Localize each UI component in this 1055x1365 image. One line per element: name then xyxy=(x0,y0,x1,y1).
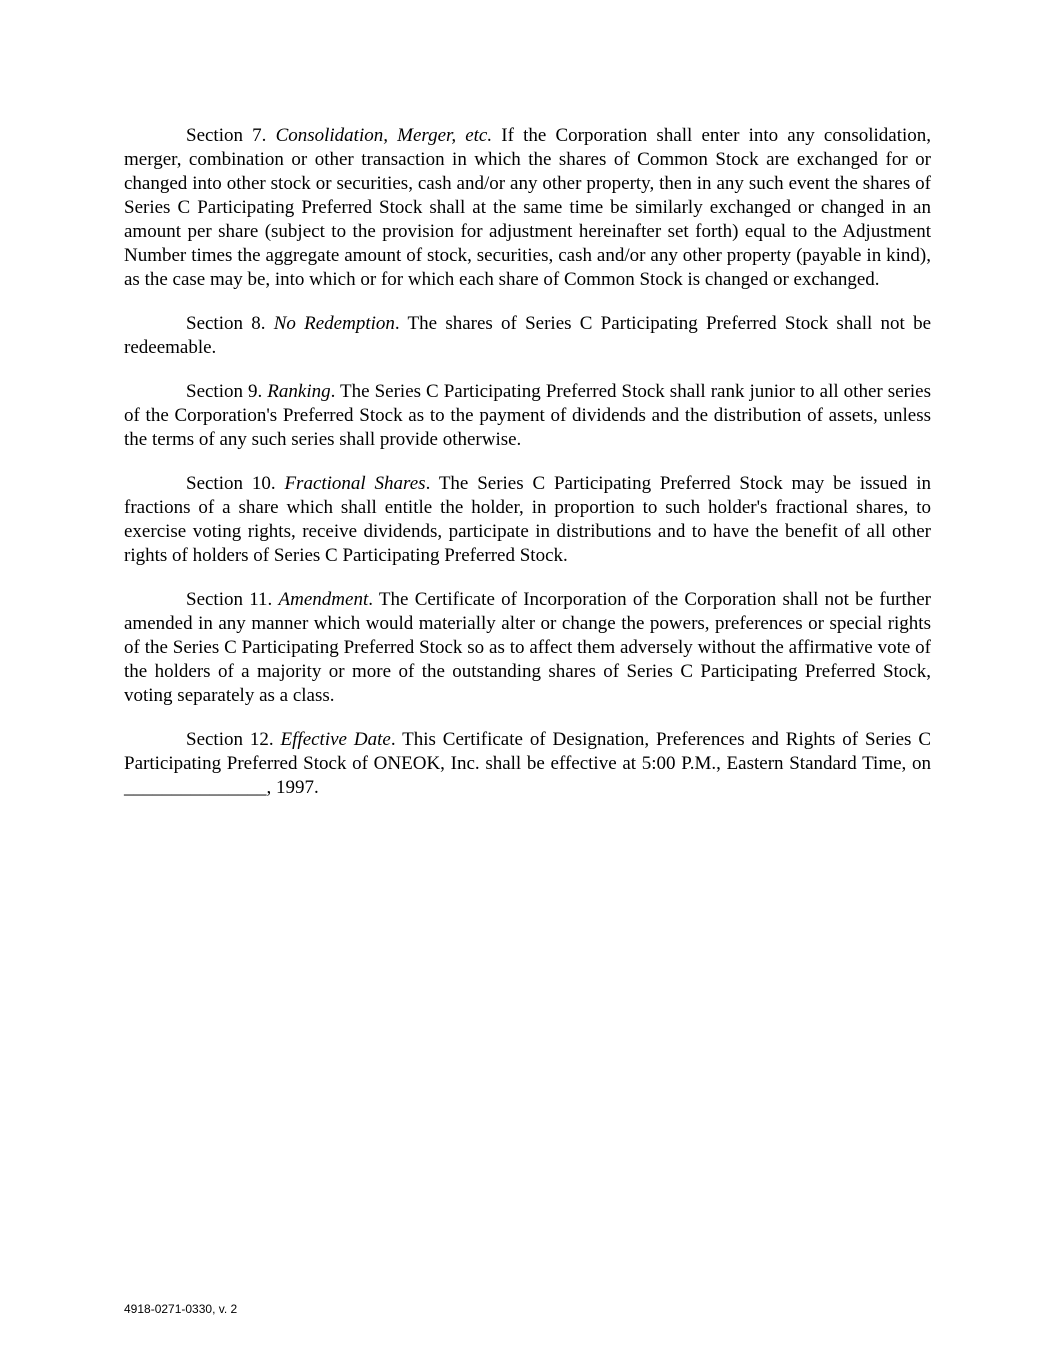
section-11 xyxy=(124,588,931,708)
section-9-text: . The Series C Participating Preferred Stock shall rank junior to all other series of the Corporation's Preferred Stock as to the payment of dividends and the distribution of assets, unless the terms of any such series shall provide otherwise. xyxy=(124,381,931,450)
section-10 xyxy=(124,472,931,568)
section-7-text: If the Corporation shall enter into any consolidation, merger, combination or other transaction in which the shares of Common Stock are exchanged for or changed into other stock or securities, cash and/or any other property, then in any such event the shares of Series C Participating Preferred Stock shall at the same time be similarly exchanged or changed in an amount per share (subject to the provision for adjustment hereinafter set forth) equal to the Adjustment Number times the aggregate amount of stock, securities, cash and/or any other property (payable in kind), as the case may be, into which or for which each share of Common Stock is changed or exchanged. xyxy=(124,125,932,290)
section-9-title: Ranking xyxy=(267,381,331,402)
section-7 xyxy=(124,124,931,292)
section-12 xyxy=(124,728,931,800)
section-10-number: Section 10. xyxy=(186,473,276,494)
section-10-title: Fractional Shares xyxy=(284,473,426,494)
section-8-text: . The shares of Series C Participating Preferred Stock shall not be redeemable. xyxy=(124,313,932,358)
section-9-number: Section 9. xyxy=(186,381,263,402)
section-8-title: No Redemption xyxy=(273,313,395,334)
document-footer-id: 4918-0271-0330, v. 2 xyxy=(124,1302,238,1316)
section-11-title: Amendment xyxy=(278,589,369,610)
section-9 xyxy=(124,380,931,452)
section-8-number: Section 8. xyxy=(186,313,266,334)
section-10-text: . The Series C Participating Preferred Stock may be issued in fractions of a share which shall entitle the holder, in proportion to such holder's fractional shares, to exercise voting rights, receive dividends, participate in distributions and to have the benefit of all other rights of holders of Series C Participating Preferred Stock. xyxy=(124,473,931,566)
section-11-text: . The Certificate of Incorporation of the Corporation shall not be further amended in any manner which would materially alter or change the powers, preferences or special rights of the Series C Participating Preferred Stock so as to affect them adversely without the affirmative vote of the holders of a majority or more of the outstanding shares of Series C Participating Preferred Stock, voting separately as a class. xyxy=(124,589,931,706)
section-12-text: . This Certificate of Designation, Preferences and Rights of Series C Participating Preferred Stock of ONEOK, Inc. shall be effective at 5:00 P.M., Eastern Standard Time, on _______________, 1997. xyxy=(124,729,932,798)
document-body xyxy=(124,124,931,820)
section-12-number: Section 12. xyxy=(186,729,274,750)
section-12-title: Effective Date xyxy=(280,729,391,750)
section-8 xyxy=(124,312,931,360)
section-7-number: Section 7. xyxy=(186,125,267,146)
section-11-number: Section 11. xyxy=(186,589,273,610)
section-7-title: Consolidation, Merger, etc. xyxy=(275,125,493,146)
